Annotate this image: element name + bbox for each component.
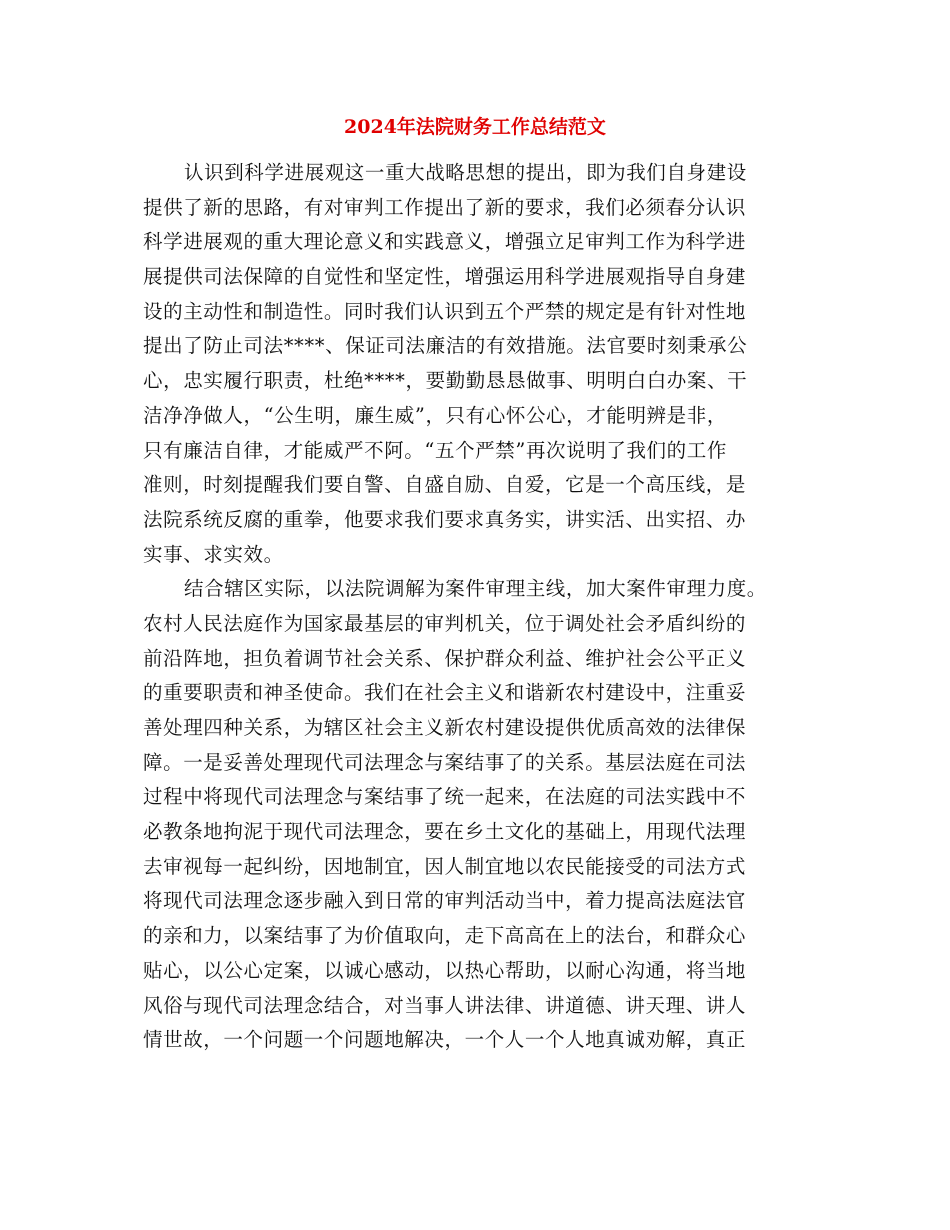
text-line: 情世故，一个问题一个问题地解决，一个人一个人地真诚劝解，真正 xyxy=(143,1028,747,1052)
text-line: 过程中将现代司法理念与案结事了统一起来，在法庭的司法实践中不 xyxy=(143,785,747,809)
text-line: 的亲和力，以案结事了为价值取向，走下高高在上的法台，和群众心 xyxy=(143,924,747,948)
document-body xyxy=(143,156,808,1058)
document-title: 2024年法院财务工作总结范文 xyxy=(344,116,606,138)
text-line: 将现代司法理念逐步融入到日常的审判活动当中，着力提高法庭法官 xyxy=(143,889,747,913)
text-line: 前沿阵地，担负着调节社会关系、保护群众利益、维护社会公平正义 xyxy=(143,646,747,670)
text-line: 去审视每一起纠纷，因地制宜，因人制宜地以农民能接受的司法方式 xyxy=(143,854,747,878)
text-line: 贴心，以公心定案，以诚心感动，以热心帮助，以耐心沟通，将当地 xyxy=(143,958,747,982)
paragraph-1 xyxy=(143,156,808,572)
paragraph-2 xyxy=(143,572,808,1058)
text-line: 认识到科学进展观这一重大战略思想的提出，即为我们自身建设 xyxy=(184,161,747,184)
text-line: 结合辖区实际，以法院调解为案件审理主线，加大案件审理力度。 xyxy=(184,577,767,601)
text-line: 法院系统反腐的重拳，他要求我们要求真务实，讲实活、出实招、办 xyxy=(143,507,747,531)
text-line: 只有廉洁自律，才能威严不阿。“五个严禁”再次说明了我们的工作 xyxy=(143,438,727,462)
text-line: 洁净净做人，“公生明，廉生威”，只有心怀公心，才能明辨是非， xyxy=(143,403,727,427)
text-line: 科学进展观的重大理论意义和实践意义，增强立足审判工作为科学进 xyxy=(143,230,747,254)
text-line: 提供了新的思路，有对审判工作提出了新的要求，我们必须春分认识 xyxy=(143,195,747,219)
text-line: 必教条地拘泥于现代司法理念，要在乡土文化的基础上，用现代法理 xyxy=(143,820,747,844)
text-line: 善处理四种关系，为辖区社会主义新农村建设提供优质高效的法律保 xyxy=(143,716,747,739)
text-line: 的重要职责和神圣使命。我们在社会主义和谐新农村建设中，注重妥 xyxy=(143,681,747,705)
text-line: 风俗与现代司法理念结合，对当事人讲法律、讲道德、讲天理、讲人 xyxy=(143,993,747,1017)
text-line: 障。一是妥善处理现代司法理念与案结事了的关系。基层法庭在司法 xyxy=(143,750,747,774)
text-line: 心，忠实履行职责，杜绝****，要勤勤恳恳做事、明明白白办案、干 xyxy=(143,369,748,393)
text-line: 农村人民法庭作为国家最基层的审判机关，位于调处社会矛盾纠纷的 xyxy=(143,611,747,635)
text-line: 实事、求实效。 xyxy=(143,542,284,566)
text-line: 展提供司法保障的自觉性和坚定性，增强运用科学进展观指导自身建 xyxy=(143,265,747,289)
text-line: 设的主动性和制造性。同时我们认识到五个严禁的规定是有针对性地 xyxy=(143,299,747,323)
text-line: 准则，时刻提醒我们要自警、自盛自励、自爱，它是一个高压线，是 xyxy=(143,473,747,497)
text-line: 提出了防止司法****、保证司法廉洁的有效措施。法官要时刻秉承公 xyxy=(143,334,748,358)
